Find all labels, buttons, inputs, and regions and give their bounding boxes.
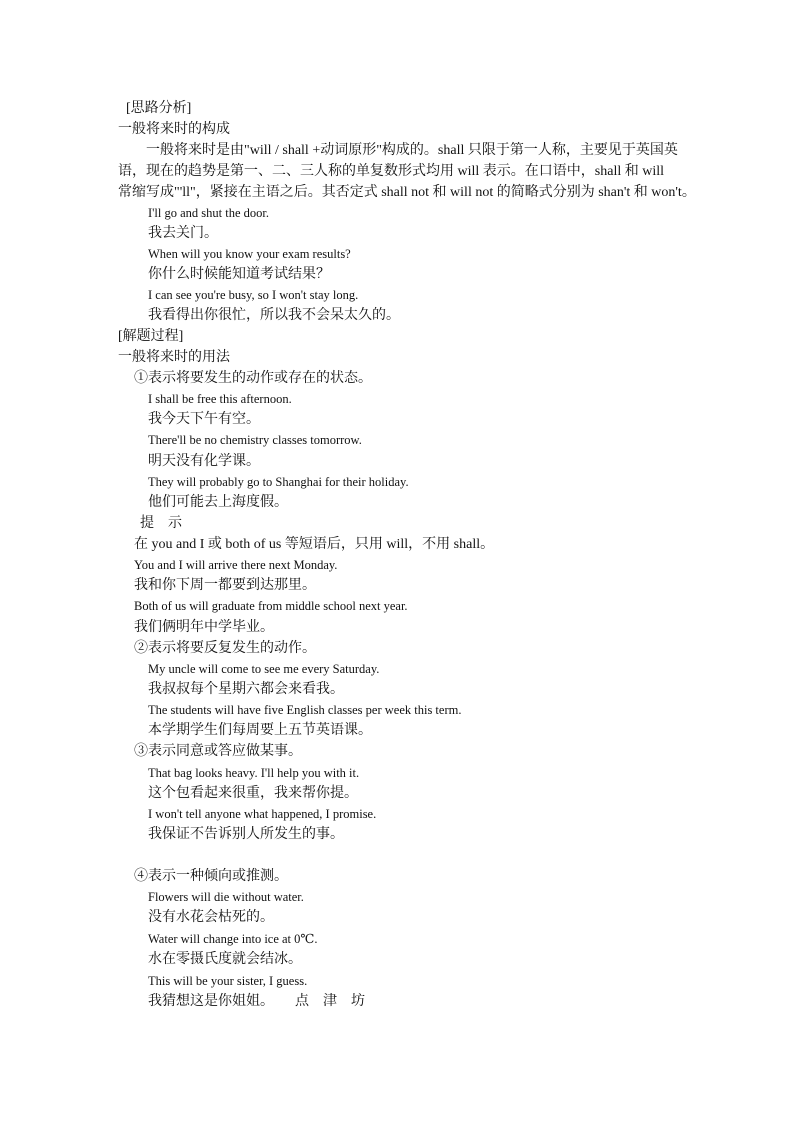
structure-title: 一般将来时的构成 bbox=[118, 122, 230, 137]
example-zh: 你什么时候能知道考试结果？ bbox=[148, 267, 330, 282]
example-en: This will be your sister, I guess. bbox=[148, 974, 308, 988]
example-zh: 没有水花会枯死的。 bbox=[148, 910, 274, 925]
example-en: You and I will arrive there next Monday. bbox=[134, 558, 338, 572]
example-zh: 我和你下周一都要到达那里。 bbox=[134, 578, 316, 593]
usage-item-2: ②表示将要反复发生的动作。 bbox=[134, 641, 316, 656]
example-zh: 我猜想这是你姐姐。 bbox=[148, 994, 274, 1009]
structure-paragraph-line-2: 语，现在的趋势是第一、二、三人称的单复数形式均用 will 表示。在口语中，shall 和 will bbox=[118, 164, 664, 179]
tip-text: 在 you and I 或 both of us 等短语后，只用 will，不用 shall。 bbox=[134, 537, 495, 552]
example-en: That bag looks heavy. I'll help you with it. bbox=[148, 766, 360, 780]
example-en: Both of us will graduate from middle school next year. bbox=[134, 599, 408, 613]
example-en: There'll be no chemistry classes tomorrow. bbox=[148, 433, 362, 447]
example-zh: 他们可能去上海度假。 bbox=[148, 495, 288, 510]
usage-title: 一般将来时的用法 bbox=[118, 350, 230, 365]
usage-item-1: ①表示将要发生的动作或存在的状态。 bbox=[134, 371, 372, 386]
usage-item-4: ④表示一种倾向或推测。 bbox=[134, 869, 288, 884]
example-en: I'll go and shut the door. bbox=[148, 206, 269, 220]
example-zh: 我叔叔每个星期六都会来看我。 bbox=[148, 682, 344, 697]
example-en: They will probably go to Shanghai for their holiday. bbox=[148, 475, 409, 489]
example-zh: 我们俩明年中学毕业。 bbox=[134, 620, 274, 635]
example-en: The students will have five English classes per week this term. bbox=[148, 703, 462, 717]
example-zh: 本学期学生们每周要上五节英语课。 bbox=[148, 723, 372, 738]
process-heading: [解题过程] bbox=[118, 329, 184, 344]
structure-paragraph-line-1: 一般将来时是由"will / shall +动词原形"构成的。shall 只限于第一人称，主要见于英国英 bbox=[146, 143, 678, 158]
analysis-heading: [思路分析] bbox=[126, 101, 192, 116]
example-en: Flowers will die without water. bbox=[148, 890, 304, 904]
example-zh: 我保证不告诉别人所发生的事。 bbox=[148, 827, 344, 842]
example-zh: 明天没有化学课。 bbox=[148, 454, 260, 469]
example-en: I won't tell anyone what happened, I promise. bbox=[148, 807, 377, 821]
structure-paragraph-line-3: 常缩写成"'ll"，紧接在主语之后。其否定式 shall not 和 will not 的简略式分别为 shan't 和 won't。 bbox=[118, 185, 696, 200]
example-zh: 我今天下午有空。 bbox=[148, 412, 260, 427]
example-en: I shall be free this afternoon. bbox=[148, 392, 292, 406]
example-en: My uncle will come to see me every Saturday. bbox=[148, 662, 380, 676]
usage-item-3: ③表示同意或答应做某事。 bbox=[134, 744, 302, 759]
example-en: Water will change into ice at 0℃. bbox=[148, 932, 318, 946]
example-en: I can see you're busy, so I won't stay long. bbox=[148, 288, 359, 302]
example-zh: 我看得出你很忙，所以我不会呆太久的。 bbox=[148, 308, 400, 323]
example-en: When will you know your exam results? bbox=[148, 247, 351, 261]
example-zh: 水在零摄氏度就会结冰。 bbox=[148, 952, 302, 967]
example-zh: 我去关门。 bbox=[148, 226, 218, 241]
tip-label: 提 示 bbox=[140, 516, 182, 531]
example-zh: 这个包看起来很重，我来帮你提。 bbox=[148, 786, 358, 801]
watermark-text: 点 津 坊 bbox=[295, 994, 365, 1009]
